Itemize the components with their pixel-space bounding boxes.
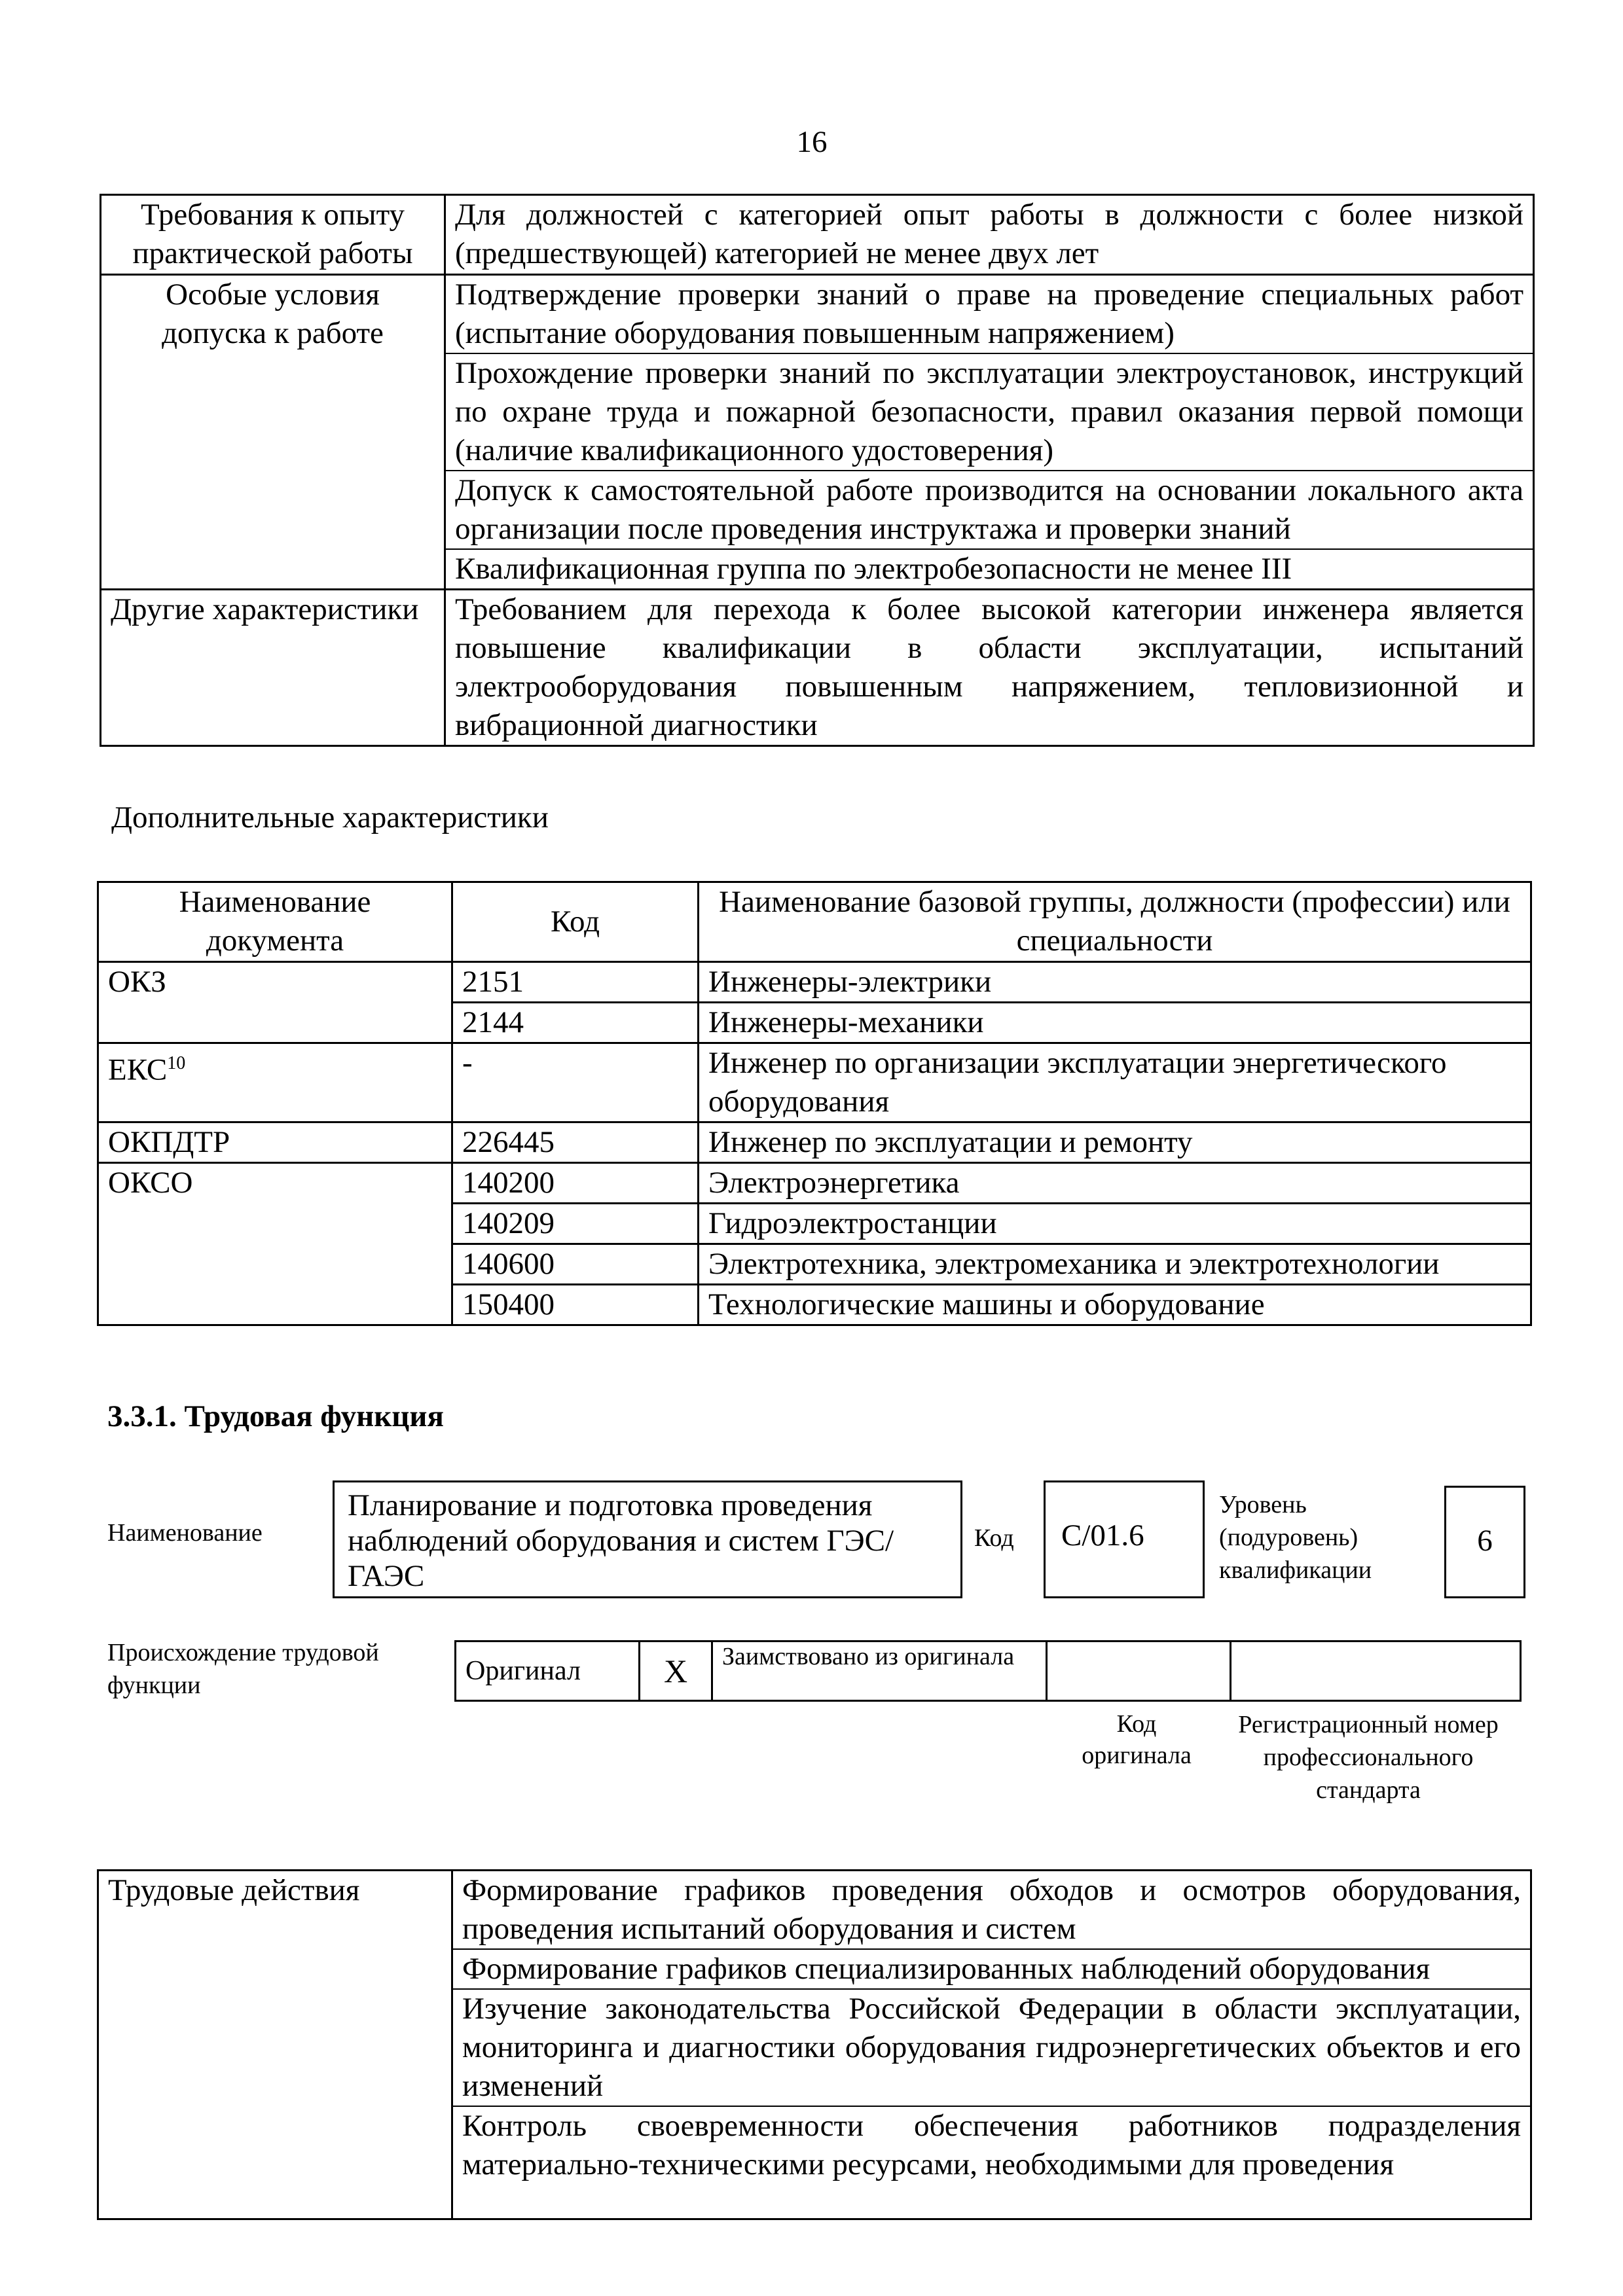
cell-doc: ОКСО bbox=[98, 1163, 452, 1325]
cell-code: - bbox=[452, 1043, 699, 1122]
header-name: Наименование базовой группы, должности (профессии) или специальности bbox=[699, 882, 1531, 962]
cell-code: 140600 bbox=[452, 1244, 699, 1285]
action-item: Изучение законодательства Российской Федерации в области эксплуатации, мониторинга и диагностики оборудования гидроэнергетических объектов и его изменений bbox=[453, 1990, 1530, 2107]
table-row bbox=[456, 1641, 1521, 1701]
row-value bbox=[445, 275, 1534, 590]
row-value: Для должностей с категорией опыт работы в должности с более низкой (предшествующей) категорией не менее двух лет bbox=[445, 195, 1534, 275]
doc-text: ЕКС bbox=[108, 1052, 168, 1087]
value-line: Подтверждение проверки знаний о праве на проведение специальных работ (испытание оборудования повышенным напряжением) bbox=[446, 276, 1533, 354]
cell-code: 226445 bbox=[452, 1122, 699, 1163]
cell-name: Технологические машины и оборудование bbox=[699, 1285, 1531, 1325]
cell-code: 150400 bbox=[452, 1285, 699, 1325]
reg-caption: Регистрационный номер профессионального стандарта bbox=[1238, 1711, 1499, 1804]
code-box bbox=[1044, 1480, 1205, 1598]
header-doc: Наименование документа bbox=[98, 882, 452, 962]
row-label: Требования к опыту практической работы bbox=[101, 195, 445, 275]
cell-name: Инженер по организации эксплуатации энергетического оборудования bbox=[699, 1043, 1531, 1122]
code-caption: Код оригинала bbox=[1082, 1710, 1192, 1769]
cell-name: Электротехника, электромеханика и электротехнологии bbox=[699, 1244, 1531, 1285]
additional-characteristics-table bbox=[97, 881, 1532, 1326]
cell-name: Инженеры-электрики bbox=[699, 962, 1531, 1003]
cell-doc bbox=[98, 1043, 452, 1122]
value-line: Прохождение проверки знаний по эксплуатации электроустановок, инструкций по охране труда и пожарной безопасности, правил оказания первой помощи (наличие квалификационного удостоверения) bbox=[446, 354, 1533, 471]
level-value: 6 bbox=[1477, 1524, 1493, 1558]
action-item: Формирование графиков специализированных наблюдений оборудования bbox=[453, 1950, 1530, 1990]
action-item: Контроль своевременности обеспечения работников подразделения материально-техническими ресурсами, необходимыми для проведения bbox=[462, 2109, 1521, 2181]
origin-label: Происхождение трудовой функции bbox=[107, 1639, 379, 1699]
row-label: Особые условия допуска к работе bbox=[101, 275, 445, 590]
cell-code: 2151 bbox=[452, 962, 699, 1003]
original-cell: Оригинал bbox=[456, 1641, 640, 1701]
footnote-ref: 10 bbox=[167, 1053, 186, 1073]
level-label: Уровень (подуровень) квалификации bbox=[1219, 1491, 1372, 1584]
cell-code: 2144 bbox=[452, 1003, 699, 1043]
table-row bbox=[98, 962, 1531, 1003]
page-number: 16 bbox=[796, 125, 828, 159]
cell-name: Электроэнергетика bbox=[699, 1163, 1531, 1204]
cell-code: 140200 bbox=[452, 1163, 699, 1204]
table-header-row bbox=[98, 882, 1531, 962]
actions-label: Трудовые действия bbox=[98, 1871, 452, 2219]
value-line: Квалификационная группа по электробезопасности не менее III bbox=[455, 552, 1292, 586]
table-row bbox=[98, 1163, 1531, 1204]
cell-doc: ОКПДТР bbox=[98, 1122, 452, 1163]
header-code: Код bbox=[452, 882, 699, 962]
reg-number-cell bbox=[1231, 1641, 1521, 1701]
cell-name: Гидроэлектростанции bbox=[699, 1204, 1531, 1244]
level-box bbox=[1444, 1486, 1525, 1598]
table-row bbox=[98, 1871, 1531, 2219]
name-label: Наименование bbox=[107, 1519, 263, 1547]
table-row bbox=[101, 195, 1534, 275]
requirements-table bbox=[100, 194, 1535, 747]
labor-actions-table bbox=[97, 1869, 1532, 2220]
table-row bbox=[98, 1122, 1531, 1163]
cell-code: 140209 bbox=[452, 1204, 699, 1244]
action-item: Формирование графиков проведения обходов и осмотров оборудования, проведения испытаний оборудования и систем bbox=[453, 1871, 1530, 1950]
function-name: Планирование и подготовка проведения наблюдений оборудования и систем ГЭС/ГАЭС bbox=[348, 1488, 894, 1593]
section-heading: 3.3.1. Трудовая функция bbox=[107, 1399, 444, 1433]
code-value: С/01.6 bbox=[1061, 1518, 1144, 1552]
table-row bbox=[101, 275, 1534, 590]
cell-name: Инженер по эксплуатации и ремонту bbox=[699, 1122, 1531, 1163]
row-label: Другие характеристики bbox=[101, 590, 445, 746]
additional-characteristics-title: Дополнительные характеристики bbox=[111, 800, 549, 834]
borrowed-cell: Заимствовано из оригинала bbox=[712, 1641, 1047, 1701]
original-code-cell bbox=[1047, 1641, 1231, 1701]
actions-list bbox=[452, 1871, 1531, 2219]
table-row bbox=[101, 590, 1534, 746]
value-line: Допуск к самостоятельной работе производится на основании локального акта организации после проведения инструктажа и проверки знаний bbox=[446, 471, 1533, 550]
cell-doc: ОКЗ bbox=[98, 962, 452, 1043]
function-name-box bbox=[333, 1480, 962, 1598]
table-row bbox=[98, 1043, 1531, 1122]
cell-name: Инженеры-механики bbox=[699, 1003, 1531, 1043]
original-mark: X bbox=[640, 1641, 712, 1701]
origin-table bbox=[454, 1640, 1522, 1702]
code-label: Код bbox=[974, 1524, 1014, 1552]
row-value: Требованием для перехода к более высокой категории инженера является повышение квалификации в области эксплуатации, испытаний электрооборудования повышенным напряжением, тепловизионной и вибрационной диагностики bbox=[445, 590, 1534, 746]
